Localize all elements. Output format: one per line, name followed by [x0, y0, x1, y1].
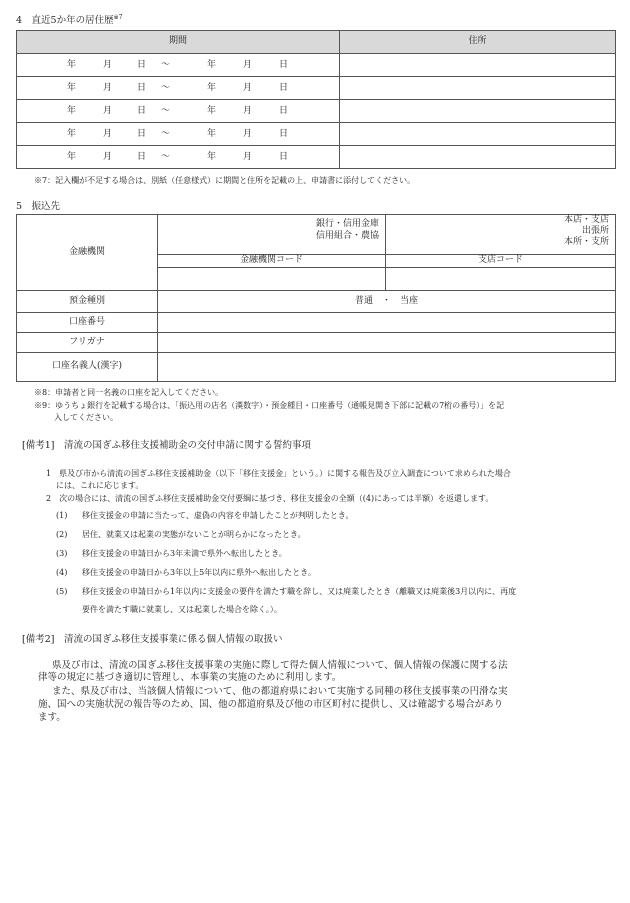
date-tilde-label: 〜 — [161, 129, 171, 139]
list-item-text: 移住支援金の申請日から1年以内に支援金の要件を満たす職を辞し、又は廃業したとき（離職又は廃業後3月以内に、再度 — [82, 587, 517, 596]
table-row — [17, 146, 616, 169]
bank-code-label: 金融機関コード — [158, 255, 386, 268]
bank-type-option: 信用組合・農協 — [315, 230, 379, 241]
financial-institution-label: 金融機関 — [17, 215, 158, 291]
bank-code-field[interactable] — [158, 268, 386, 291]
note-9: ※9：ゆうちょ銀行を記載する場合は、「振込用の店名（漢数字）・預金種目・口座番号（通帳見開き下部に記載の7桁の番号）」を記 — [34, 401, 505, 410]
table-row — [17, 54, 616, 77]
remark2-p2-line2: 施、国への実施状況の報告等のため、国、他の都道府県及び他の市区町村に提供し、又は確認する場合があり — [38, 699, 504, 710]
date-hi-label: 日 — [279, 129, 289, 139]
remark1-item2: 2 次の場合には、清流の国ぎふ移住支援補助金交付要綱に基づき、移住支援金の全額（(4)にあっては半額）を返還します。 — [46, 494, 494, 503]
list-item: (5) — [56, 587, 68, 596]
date-tsuki-label: 月 — [103, 129, 113, 139]
address-header: 住所 — [340, 31, 616, 54]
date-tsuki-label: 月 — [103, 60, 113, 70]
date-nen-label: 年 — [67, 152, 77, 162]
account-number-field[interactable] — [158, 313, 616, 333]
account-number-label: 口座番号 — [17, 313, 158, 333]
date-hi-label: 日 — [137, 129, 147, 139]
date-tsuki-label: 月 — [103, 106, 113, 116]
list-item: (4) — [56, 568, 68, 577]
remark1-item1: 1 県及び市から清流の国ぎふ移住支援補助金（以下「移住支援金」という。）に関する報告及び立入調査について求められた場合 — [46, 469, 511, 478]
remark2-p1-line1: 県及び市は、清流の国ぎふ移住支援事業の実施に際して得た個人情報について、個人情報の保護に関する法 — [52, 660, 508, 671]
list-item-text: 居住、就業又は起業の実態がないことが明らかになったとき。 — [82, 530, 306, 539]
remark1-title: [備考1] 清流の国ぎふ移住支援補助金の交付申請に関する誓約事項 — [22, 440, 311, 451]
section4-title: 4 直近5か年の居住歴$^{※7}$ — [16, 14, 123, 27]
address-cell[interactable] — [340, 54, 616, 77]
date-nen-label: 年 — [207, 152, 217, 162]
period-cell[interactable] — [17, 100, 340, 123]
table-row — [17, 100, 616, 123]
period-cell[interactable] — [17, 146, 340, 169]
bank-account-table — [16, 214, 616, 382]
date-nen-label: 年 — [207, 106, 217, 116]
date-hi-label: 日 — [279, 60, 289, 70]
furigana-label: フリガナ — [17, 333, 158, 353]
list-item-text: 移住支援金の申請日から3年未満で県外へ転出したとき。 — [82, 549, 287, 558]
date-nen-label: 年 — [67, 106, 77, 116]
note-7: ※7：記入欄が不足する場合は、別紙（任意様式）に期間と住所を記載の上、申請書に添付してください。 — [34, 176, 416, 185]
bank-type-option: 銀行・信用金庫 — [315, 219, 379, 229]
list-item-text: 移住支援金の申請に当たって、虚偽の内容を申請したことが判明したとき。 — [82, 511, 354, 520]
date-hi-label: 日 — [279, 83, 289, 93]
date-hi-label: 日 — [137, 83, 147, 93]
date-hi-label: 日 — [279, 106, 289, 116]
remark2-p1-line2: 律等の規定に基づき適切に管理し、本事業の実施のために利用します。 — [38, 672, 342, 683]
period-cell[interactable] — [17, 77, 340, 100]
date-tilde-label: 〜 — [161, 152, 171, 162]
note-9-cont: 入してください。 — [54, 413, 118, 422]
furigana-field[interactable] — [158, 333, 616, 353]
period-header: 期間 — [17, 31, 340, 54]
remark2-p2-line1: また、県及び市は、当該個人情報について、他の都道府県において実施する同種の移住支援事業の円滑な実 — [52, 686, 508, 697]
deposit-type-label: 預金種別 — [17, 291, 158, 313]
remark1-item1-cont: には、これに応じます。 — [56, 481, 144, 490]
remark2-p2-line3: ます。 — [38, 712, 66, 723]
list-item: (1) — [56, 511, 68, 520]
branch-code-field[interactable] — [386, 268, 616, 291]
date-tsuki-label: 月 — [243, 106, 253, 116]
date-tsuki-label: 月 — [103, 83, 113, 93]
period-cell[interactable] — [17, 123, 340, 146]
branch-type-option: 本店・支店 — [563, 215, 609, 225]
date-nen-label: 年 — [207, 129, 217, 139]
deposit-type-options[interactable]: 普通 ・ 当座 — [158, 291, 616, 313]
branch-type-option: 本所・支所 — [563, 236, 609, 247]
date-hi-label: 日 — [137, 106, 147, 116]
list-item-text-cont: 要件を満たす職に就業し、又は起業した場合を除く。）。 — [82, 605, 282, 614]
remark2-title: [備考2] 清流の国ぎふ移住支援事業に係る個人情報の取扱い — [22, 634, 283, 645]
note-8: ※8：申請者と同一名義の口座を記入してください。 — [34, 388, 224, 397]
date-hi-label: 日 — [137, 60, 147, 70]
table-row — [17, 77, 616, 100]
date-tsuki-label: 月 — [243, 152, 253, 162]
date-tsuki-label: 月 — [243, 83, 253, 93]
date-tilde-label: 〜 — [161, 60, 171, 70]
date-tsuki-label: 月 — [103, 152, 113, 162]
bank-type-cell[interactable] — [158, 215, 386, 255]
address-cell[interactable] — [340, 100, 616, 123]
section5-title: 5 振込先 — [16, 201, 61, 212]
address-cell[interactable] — [340, 77, 616, 100]
date-nen-label: 年 — [207, 60, 217, 70]
branch-type-option: 出張所 — [581, 225, 609, 236]
date-hi-label: 日 — [137, 152, 147, 162]
date-nen-label: 年 — [67, 83, 77, 93]
address-cell[interactable] — [340, 146, 616, 169]
date-nen-label: 年 — [67, 129, 77, 139]
list-item: (3) — [56, 549, 68, 558]
list-item: (2) — [56, 530, 68, 539]
residence-history-table — [16, 30, 616, 169]
branch-code-label: 支店コード — [386, 255, 616, 268]
date-hi-label: 日 — [279, 152, 289, 162]
address-cell[interactable] — [340, 123, 616, 146]
account-holder-field[interactable] — [158, 353, 616, 382]
list-item-text: 移住支援金の申請日から3年以上5年以内に県外へ転出したとき。 — [82, 568, 316, 577]
date-tilde-label: 〜 — [161, 83, 171, 93]
period-cell[interactable] — [17, 54, 340, 77]
account-holder-label: 口座名義人(漢字) — [17, 353, 158, 382]
date-nen-label: 年 — [207, 83, 217, 93]
date-tsuki-label: 月 — [243, 129, 253, 139]
branch-type-cell[interactable] — [386, 215, 616, 255]
date-nen-label: 年 — [67, 60, 77, 70]
table-row — [17, 123, 616, 146]
date-tsuki-label: 月 — [243, 60, 253, 70]
date-tilde-label: 〜 — [161, 106, 171, 116]
